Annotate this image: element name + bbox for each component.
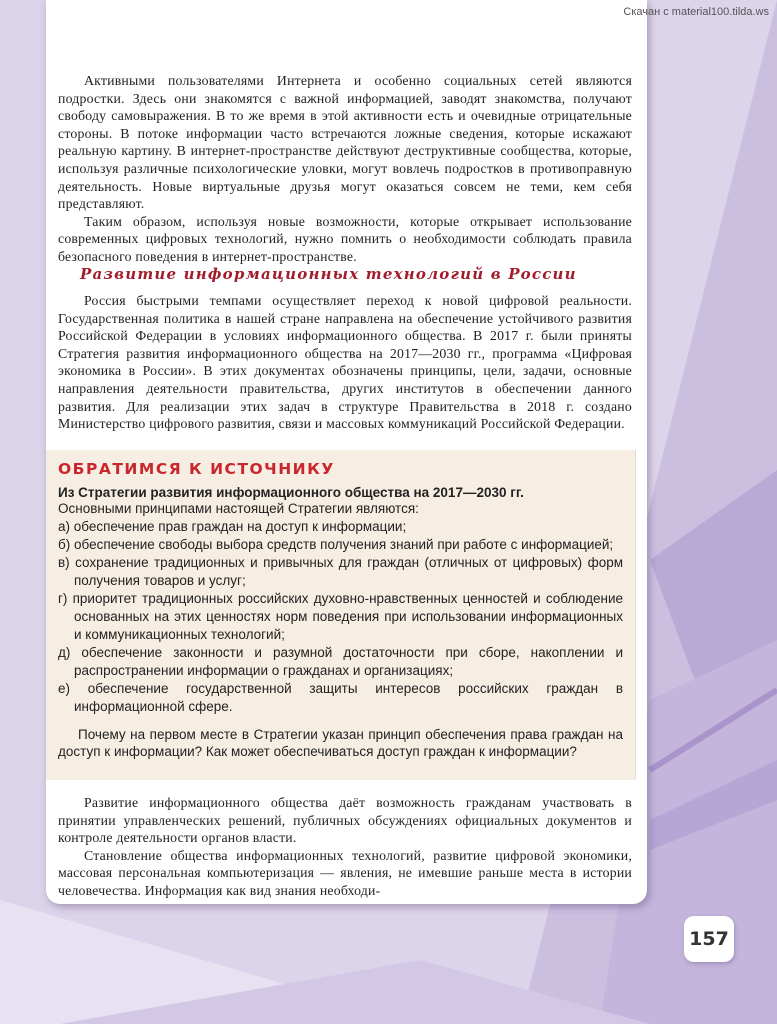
list-item: б) обеспечение свободы выбора средств получения знаний при работе с информацией; [58, 537, 614, 552]
paragraph: Россия быстрыми темпами осуществляет переход к новой цифровой реальности. Государственная политика в нашей стране направлена на обеспечение устойчивого развития Российской Федерации в условиях информационного общества. В 2017 г. были приняты Стратегия развития информационного общества на 2017—2030 гг., программа «Цифровая экономика в России». В этих документах обозначены принципы, цели, задачи, основные направления деятельности правительства, других институтов в обеспечении данного развития. Для реализации этих задач в структуре Правительства в 2018 г. создано Министерство цифрового развития, связи и массовых коммуникаций Российской Федерации. [58, 293, 632, 432]
list-item: в) сохранение традиционных и привычных для граждан (отличных от цифровых) форм получения товаров и услуг; [58, 555, 623, 588]
source-question: Почему на первом месте в Стратегии указан принцип обеспечения права граждан на доступ к информации? Как может обеспечиваться доступ граждан к информации? [58, 727, 623, 759]
text-block-mid [58, 292, 632, 433]
page-number: 157 [684, 916, 734, 962]
source-box [46, 450, 636, 780]
text-block-bottom [58, 794, 632, 900]
source-box-title: ОБРАТИМСЯ К ИСТОЧНИКУ [58, 460, 335, 478]
section-heading: Развитие информационных технологий в России [80, 265, 577, 283]
paragraph: Развитие информационного общества даёт возможность гражданам участвовать в принятии управленческих решений, публичных обсуждениях официальных документов и контроле деятельности органов власти. [58, 795, 632, 846]
text-block-top [58, 72, 632, 266]
source-intro: Основными принципами настоящей Стратегии являются: [58, 501, 419, 516]
paragraph: Таким образом, используя новые возможности, которые открывает использование современных цифровых технологий, нужно помнить о необходимости соблюдать правила безопасного поведения в интернет-пространстве. [58, 213, 632, 264]
list-item: а) обеспечение прав граждан на доступ к информации; [58, 519, 407, 534]
paragraph: Активными пользователями Интернета и особенно социальных сетей являются подростки. Здесь они знакомятся с важной информацией, заводят знакомства, получают свободу самовыражения. В то же время в этой активности есть и очевидные отрицательные стороны. В потоке информации часто встречаются ложные сведения, которые искажают реальную картину. В интернет-пространстве действуют деструктивные сообщества, которые, используя различные психологические уловки, могут вовлечь подростков в противоправную деятельность. Новые виртуальные друзья могут оказаться совсем не теми, кем себя представляют. [58, 73, 632, 212]
source-box-body [58, 500, 623, 716]
textbook-page [46, 0, 647, 904]
list-item: г) приоритет традиционных российских духовно-нравственных ценностей и соблюдение основанных на этих ценностях норм поведения при использовании информационных и коммуникационных технологий; [58, 591, 623, 642]
list-item: д) обеспечение законности и разумной достаточности при сборе, накоплении и распространении информации о гражданах и организациях; [58, 645, 623, 678]
list-item: е) обеспечение государственной защиты интересов российских граждан в информационной сфере. [58, 681, 623, 714]
paragraph: Становление общества информационных технологий, развитие цифровой экономики, массовая персональная компьютеризация — явления, не имевшие раньше места в истории человечества. Информация как вид знания необходи- [58, 847, 632, 898]
principles-list [58, 518, 623, 716]
watermark: Скачан с material100.tilda.ws [623, 6, 769, 18]
source-box-subtitle: Из Стратегии развития информационного общества на 2017—2030 гг. [58, 485, 524, 500]
